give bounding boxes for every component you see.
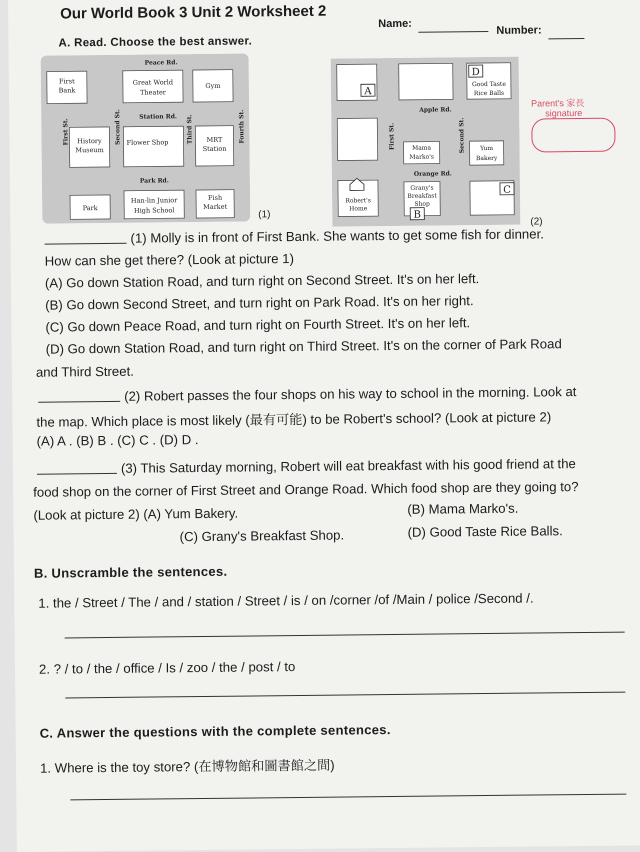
q3-stem-line3: (Look at picture 2) (A) Yum Bakery. bbox=[33, 505, 239, 523]
map-picture-2 bbox=[331, 57, 521, 227]
map1-mrt-line1: MRT bbox=[206, 135, 223, 144]
map1-label-first-st: First St. bbox=[62, 118, 70, 146]
q3-stem-line1: (3) This Saturday morning, Robert will eat breakfast with his good friend at the bbox=[120, 456, 576, 476]
q1-stem-line2: How can she get there? (Look at picture 1) bbox=[44, 251, 295, 269]
map1-first-bank-line2: Bank bbox=[58, 86, 76, 95]
map1-school-line1: Han-lin Junior bbox=[130, 196, 178, 205]
number-label: Number: bbox=[496, 24, 542, 37]
q1-option-d-line1: (D) Go down Station Road, and turn right on Third Street. It's on the corner of Park Road bbox=[45, 336, 562, 357]
map2-grany-line2: Breakfast bbox=[407, 192, 437, 200]
section-b-answer-line-2[interactable] bbox=[65, 692, 625, 699]
map1-label-second-st: Second St. bbox=[114, 109, 122, 145]
map2-yum-line1: Yum bbox=[480, 144, 494, 153]
q1-answer-blank[interactable] bbox=[45, 243, 127, 245]
map2-block-left-middle bbox=[337, 118, 377, 160]
map2-label-apple-rd: Apple Rd. bbox=[419, 106, 452, 114]
map1-label-fourth-st: Fourth St. bbox=[238, 109, 246, 144]
map2-rice-line1: Good Taste bbox=[471, 80, 506, 89]
map1-fish-line1: Fish bbox=[207, 193, 223, 202]
q1-option-a: (A) Go down Station Road, and turn right on Second Street. It's on her left. bbox=[44, 271, 480, 291]
map1-gym-label: Gym bbox=[205, 81, 221, 90]
section-b-heading: B. Unscramble the sentences. bbox=[33, 563, 228, 581]
q3-option-c: (C) Grany's Breakfast Shop. bbox=[179, 527, 345, 545]
worksheet-page bbox=[8, 0, 640, 852]
section-c-heading: C. Answer the questions with the complete sentences. bbox=[39, 722, 391, 741]
map1-theater-line1: Great World bbox=[132, 78, 174, 87]
section-a-heading: A. Read. Choose the best answer. bbox=[58, 35, 253, 50]
map1-museum-line1: History bbox=[77, 137, 102, 146]
map2-grany-line3: Shop bbox=[414, 200, 430, 208]
map1-label-third-st: Third St. bbox=[186, 114, 194, 145]
map-picture-1 bbox=[41, 53, 251, 223]
map2-rice-line2: Rice Balls bbox=[473, 89, 505, 98]
q2-stem-line2: the map. Which place is most likely (最有可能) to be Robert's school? (Look at picture 2) bbox=[36, 409, 552, 430]
map2-home-line2: Home bbox=[349, 205, 368, 213]
section-b-sentence-2: 2. ? / to / the / office / Is / zoo / the / post / to bbox=[38, 659, 296, 677]
section-c-question-1: 1. Where is the toy store? (在博物館和圖書館之間) bbox=[39, 757, 335, 776]
map1-flower-shop-label: Flower Shop bbox=[126, 138, 169, 147]
map2-block-top-middle bbox=[399, 63, 453, 100]
parent-signature-box bbox=[531, 118, 615, 153]
q1-option-d-line2: and Third Street. bbox=[35, 363, 134, 380]
map1-museum-line2: Museum bbox=[75, 146, 104, 155]
q2-options: (A) A . (B) B . (C) C . (D) D . bbox=[36, 432, 199, 449]
map1-label-station-rd: Station Rd. bbox=[139, 113, 178, 121]
section-b-sentence-1: 1. the / Street / The / and / station / Street / is / on /corner /of /Main / police /Second /. bbox=[38, 590, 534, 611]
map1-theater-line2: Theater bbox=[140, 88, 166, 97]
map1-label-peace-rd: Peace Rd. bbox=[144, 59, 178, 67]
map2-letter-a: A bbox=[364, 86, 372, 98]
map2-letter-b: B bbox=[413, 209, 422, 221]
parent-signature-stamp-text bbox=[531, 98, 584, 119]
map2-marko-line1: Mama bbox=[412, 144, 432, 152]
map1-caption: (1) bbox=[258, 209, 271, 221]
stamp-line1: Parent's 家長 bbox=[531, 97, 585, 109]
q2-answer-blank[interactable] bbox=[38, 401, 120, 403]
number-blank bbox=[548, 38, 584, 39]
map2-letter-d: D bbox=[471, 67, 480, 79]
q3-option-d: (D) Good Taste Rice Balls. bbox=[407, 523, 563, 540]
map2-yum-line2: Bakery bbox=[475, 154, 498, 163]
map2-grany-line1: Grany's bbox=[410, 184, 434, 192]
worksheet-title: Our World Book 3 Unit 2 Worksheet 2 bbox=[60, 2, 327, 23]
map2-letter-c: C bbox=[503, 184, 511, 196]
name-blank bbox=[418, 31, 488, 33]
map2-home-line1: Robert's bbox=[345, 197, 371, 205]
map2-label-second-st: Second St. bbox=[458, 117, 466, 154]
map1-mrt-line2: Station bbox=[202, 144, 227, 153]
name-label: Name: bbox=[378, 17, 412, 31]
stamp-line2: signature bbox=[545, 107, 583, 119]
q2-stem-line1: (2) Robert passes the four shops on his way to school in the morning. Look at bbox=[124, 384, 577, 404]
q3-option-b: (B) Mama Marko's. bbox=[407, 500, 519, 517]
q3-stem-line2: food shop on the corner of First Street and Orange Road. Which food shop are they going to? bbox=[33, 479, 579, 500]
q3-answer-blank[interactable] bbox=[37, 473, 117, 475]
map2-caption: (2) bbox=[530, 216, 543, 228]
map1-label-park-rd: Park Rd. bbox=[139, 177, 169, 185]
section-b-answer-line-1[interactable] bbox=[65, 632, 625, 639]
map1-first-bank-line1: First bbox=[58, 77, 75, 86]
map2-label-first-st: First St. bbox=[388, 122, 396, 151]
q1-stem-line1: (1) Molly is in front of First Bank. She wants to get some fish for dinner. bbox=[130, 226, 544, 246]
map1-fish-line2: Market bbox=[203, 202, 228, 211]
section-c-answer-line-1[interactable] bbox=[70, 794, 626, 801]
q1-option-c: (C) Go down Peace Road, and turn right on Fourth Street. It's on her left. bbox=[45, 315, 471, 335]
map1-school-line2: High School bbox=[133, 206, 175, 215]
map2-marko-line2: Marko's bbox=[409, 153, 434, 161]
q1-option-b: (B) Go down Second Street, and turn right on Park Road. It's on her right. bbox=[45, 293, 474, 313]
map1-park-label: Park bbox=[82, 204, 98, 213]
map2-label-orange-rd: Orange Rd. bbox=[413, 170, 452, 178]
